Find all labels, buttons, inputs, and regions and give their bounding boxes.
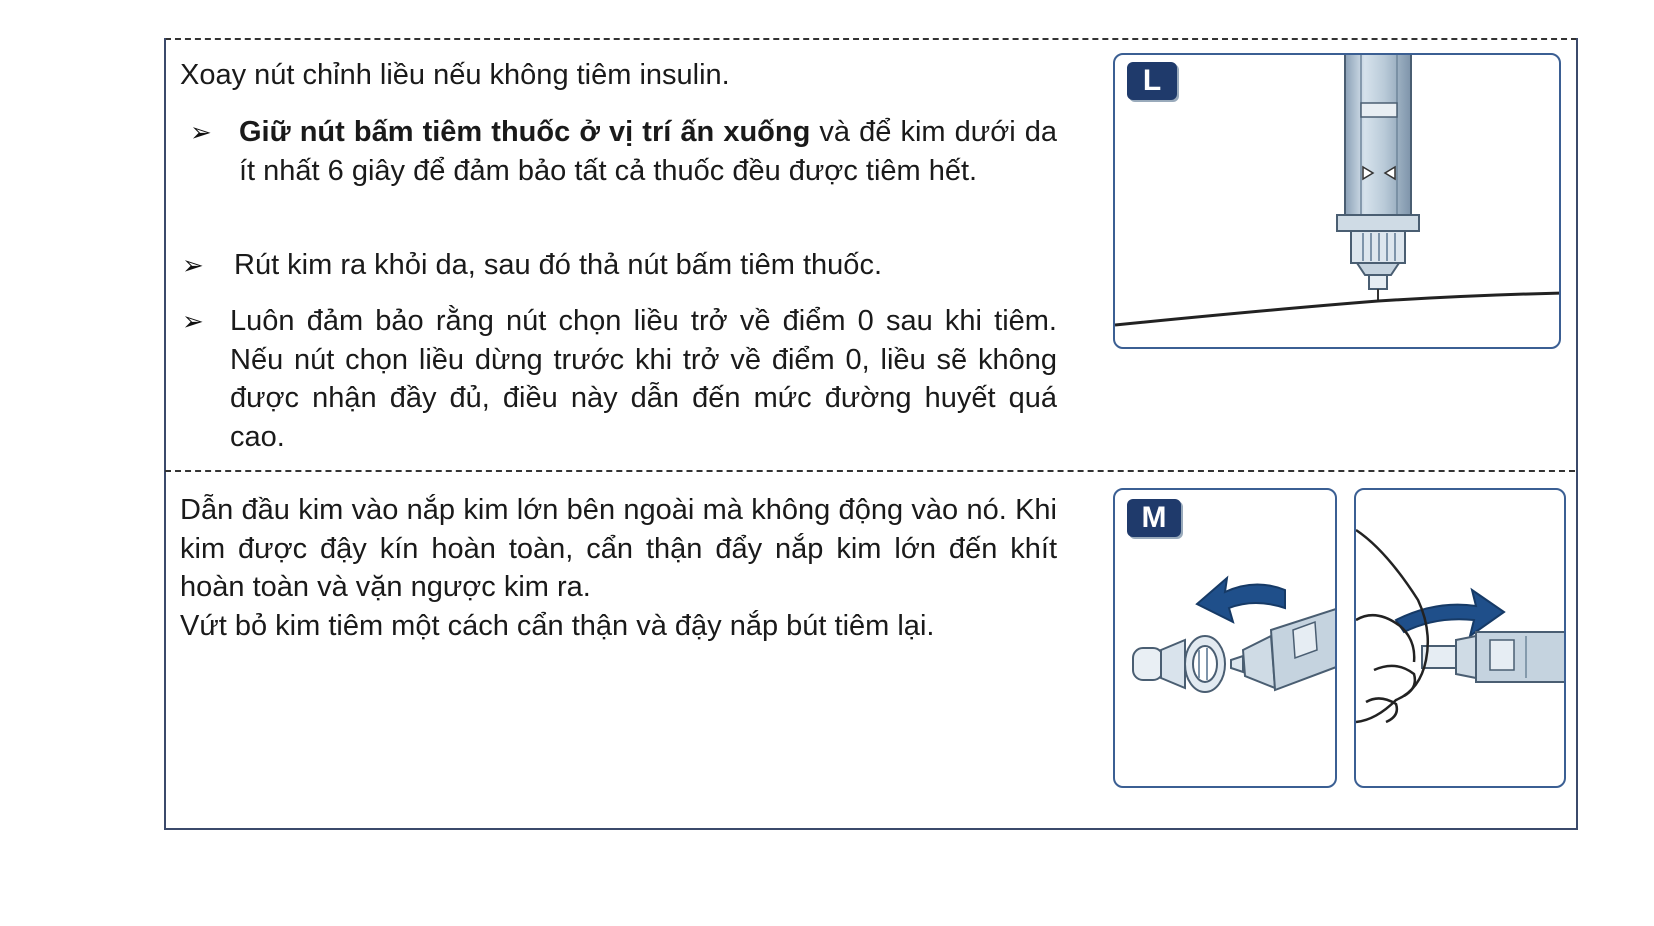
bullet-arrow-icon: ➢ <box>182 250 204 280</box>
twist-arrow-icon <box>1396 590 1504 636</box>
middle-dashed-divider <box>165 470 1575 472</box>
step-l-illustration-panel <box>1113 53 1561 349</box>
step-l-bullet-1-bold: Giữ nút bấm tiêm thuốc ở vị trí ấn xuống <box>239 116 811 148</box>
step-l-intro: Xoay nút chỉnh liều nếu không tiêm insulin. <box>180 59 730 91</box>
step-m-illustration-panel-2 <box>1354 488 1566 788</box>
step-l-bullet-2: Rút kim ra khỏi da, sau đó thả nút bấm tiêm thuốc. <box>234 249 882 281</box>
step-m-paragraph-1: Dẫn đầu kim vào nắp kim lớn bên ngoài mà không động vào nó. Khi kim được đậy kín hoàn toàn, cẩn thận đẩy nắp kim lớn đến khít hoàn toàn và vặn ngược kim ra. <box>180 494 1057 603</box>
step-l-bullet-3: Luôn đảm bảo rằng nút chọn liều trở về điểm 0 sau khi tiêm. Nếu nút chọn liều dừng trước khi trở về điểm 0, liều sẽ không được nhận đầy đủ, điều này dẫn đến mức đường huyết quá cao. <box>230 305 1057 453</box>
injection-pen-illustration <box>1115 55 1561 349</box>
twist-arrow-icon <box>1197 578 1285 622</box>
step-m-badge: M <box>1127 499 1181 537</box>
step-l-bullet-1 <box>239 113 1057 190</box>
bullet-arrow-icon: ➢ <box>190 117 212 147</box>
hand-illustration <box>1356 490 1566 788</box>
step-l-bullet-1-text: và để kim dưới da ít nhất 6 giây để đảm bảo tất cả thuốc đều được tiêm hết. <box>239 116 1057 187</box>
step-m-paragraph-2: Vứt bỏ kim tiêm một cách cẩn thận và đậy nắp bút tiêm lại. <box>180 610 935 642</box>
bullet-arrow-icon: ➢ <box>182 306 204 336</box>
step-l-badge: L <box>1127 62 1177 100</box>
